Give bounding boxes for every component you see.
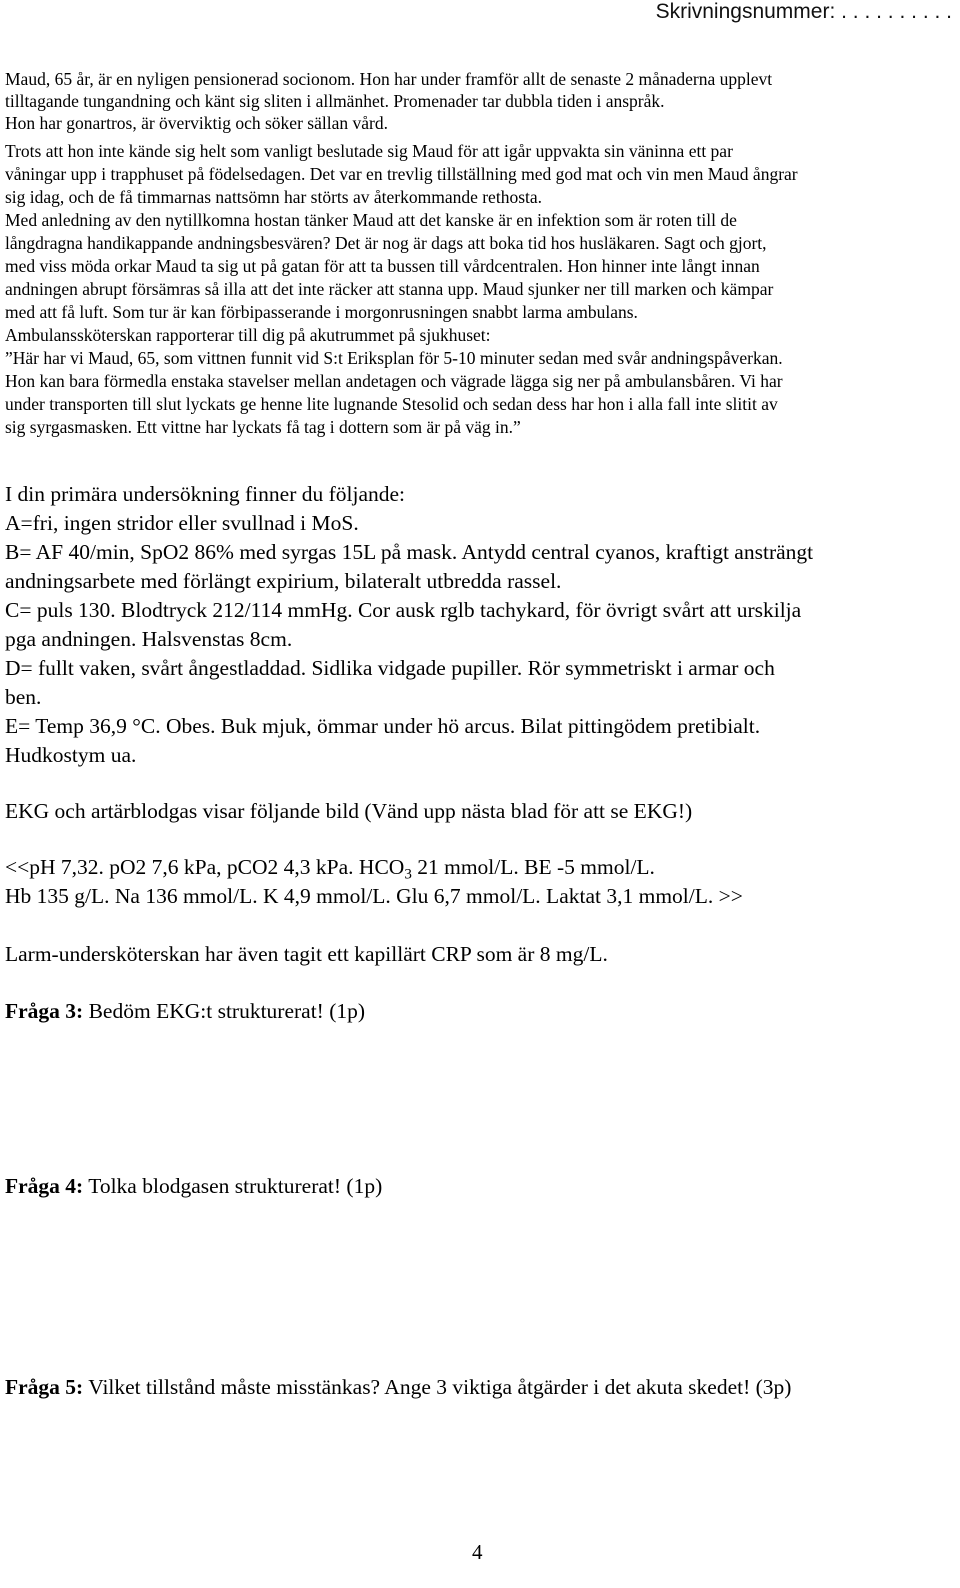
question-label: Fråga 5: — [5, 1375, 84, 1399]
case-line: andningen abrupt försämras så illa att det inte räcker att stanna upp. Maud sjunker ner till marken och kämpar — [5, 279, 774, 299]
case-line: Ambulanssköterskan rapporterar till dig på akutrummet på sjukhuset: — [5, 325, 491, 345]
ekg-note: EKG och artärblodgas visar följande bild (Vänd upp nästa blad för att se EKG!) — [5, 799, 693, 823]
question-3 — [5, 997, 365, 1025]
bloodgas-line-1: <<pH 7,32. pO2 7,6 kPa, pCO2 4,3 kPa. $HCO_3$ 21 mmol/L. BE -5 mmol/L. — [5, 855, 655, 883]
case-line: tilltagande tungandning och känt sig sliten i allmänhet. Promenader tar dubbla tiden i anspråk. — [5, 91, 665, 111]
case-line: sig idag, och de få timmarnas nattsömn har störts av återkommande rethosta. — [5, 187, 543, 207]
case-line: Hon kan bara förmedla enstaka stavelser mellan andetagen och vägrade lägga sig ner på ambulansbåren. Vi har — [5, 371, 783, 391]
exam-number-header: Skrivningsnummer: . . . . . . . . . . — [655, 0, 952, 23]
question-text: Tolka blodgasen strukturerat! (1p) — [83, 1174, 383, 1198]
question-text: Bedöm EKG:t strukturerat! (1p) — [83, 999, 366, 1023]
case-line: våningar upp i trapphuset på födelsedagen. Det var en trevlig tillställning med god mat och vin men Maud ångrar — [5, 164, 798, 184]
case-line: Hon har gonartros, är överviktig och söker sällan vård. — [5, 113, 388, 133]
case-line: Med anledning av den nytillkomna hostan tänker Maud att det kanske är en infektion som är roten till de — [5, 210, 737, 230]
case-line: Maud, 65 år, är en nyligen pensionerad socionom. Hon har under framför allt de senaste 2 månaderna upplevt — [5, 69, 773, 89]
exam-line: andningsarbete med förlängt expirium, bilateralt utbredda rassel. — [5, 569, 562, 593]
exam-line: Hudkostym ua. — [5, 743, 137, 767]
case-line: Trots att hon inte kände sig helt som vanligt beslutade sig Maud för att igår uppvakta sin väninna ett par — [5, 141, 733, 161]
bloodgas-line-2: Hb 135 g/L. Na 136 mmol/L. K 4,9 mmol/L. Glu 6,7 mmol/L. Laktat 3,1 mmol/L. >> — [5, 884, 743, 908]
exam-line: pga andningen. Halsvenstas 8cm. — [5, 627, 293, 651]
question-5 — [5, 1373, 791, 1401]
page-number: 4 — [472, 1540, 483, 1564]
case-line: med viss möda orkar Maud ta sig ut på gatan för att ta bussen till vårdcentralen. Hon hinner inte långt innan — [5, 256, 760, 276]
crp-note: Larm-undersköterskan har även tagit ett kapillärt CRP som är 8 mg/L. — [5, 942, 608, 966]
exam-line: C= puls 130. Blodtryck 212/114 mmHg. Cor ausk rglb tachykard, för övrigt svårt att urskilja — [5, 598, 802, 622]
exam-line: A=fri, ingen stridor eller svullnad i MoS. — [5, 511, 359, 535]
exam-line: I din primära undersökning finner du följande: — [5, 482, 406, 506]
question-label: Fråga 4: — [5, 1174, 84, 1198]
case-line: sig syrgasmasken. Ett vittne har lyckats få tag i dottern som är på väg in.” — [5, 417, 521, 437]
question-label: Fråga 3: — [5, 999, 84, 1023]
case-line: med att få luft. Som tur är kan förbipasserande i morgonrusningen snabbt larma ambulans. — [5, 302, 638, 322]
question-4 — [5, 1172, 382, 1200]
case-line: långdragna handikappande andningsbesvären? Det är nog är dags att boka tid hos husläkaren. Sagt och gjort, — [5, 233, 767, 253]
question-text: Vilket tillstånd måste misstänkas? Ange 3 viktiga åtgärder i det akuta skedet! (3p) — [83, 1375, 792, 1399]
exam-line: B= AF 40/min, SpO2 86% med syrgas 15L på mask. Antydd central cyanos, kraftigt ansträngt — [5, 540, 814, 564]
exam-line: D= fullt vaken, svårt ångestladdad. Sidlika vidgade pupiller. Rör symmetriskt i armar och — [5, 656, 775, 680]
case-line: ”Här har vi Maud, 65, som vittnen funnit vid S:t Eriksplan för 5-10 minuter sedan med svår andningspåverkan. — [5, 348, 783, 368]
exam-line: E= Temp 36,9 °C. Obes. Buk mjuk, ömmar under hö arcus. Bilat pittingödem pretibialt. — [5, 714, 761, 738]
exam-line: ben. — [5, 685, 42, 709]
case-line: under transporten till slut lyckats ge henne lite lugnande Stesolid och sedan dess har hon i alla fall inte slitit av — [5, 394, 778, 414]
